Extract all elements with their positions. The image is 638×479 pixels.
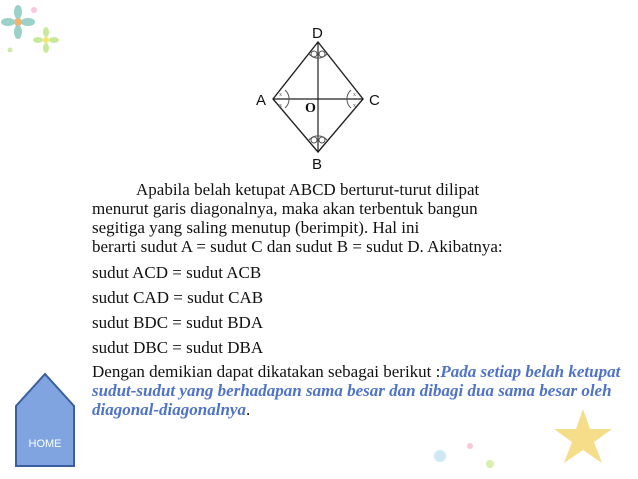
vertex-label-b: B	[312, 156, 323, 172]
intro-paragraph	[92, 180, 632, 256]
conclusion-period: .	[245, 400, 251, 419]
conclusion-intro: Dengan demikian dapat dikatakan sebagai berikut :	[92, 362, 441, 381]
statement-1: sudut ACD = sudut ACB	[92, 263, 262, 282]
angle-mark-c-top: x	[353, 92, 356, 98]
flower-decoration	[0, 0, 80, 80]
house-icon	[14, 372, 76, 468]
intro-line-2: menurut garis diagonalnya, maka akan terbentuk bangun	[92, 199, 478, 218]
statement-4: sudut DBC = sudut DBA	[92, 338, 264, 357]
intro-line-4: berarti sudut A = sudut C dan sudut B = sudut D. Akibatnya:	[92, 237, 503, 256]
vertex-label-c: C	[369, 92, 380, 109]
dots-decoration	[430, 436, 520, 476]
angle-mark-c-bottom: x	[353, 103, 356, 109]
intro-line-3: segitiga yang saling menutup (berimpit). Hal ini	[92, 218, 420, 237]
vertex-label-d: D	[312, 25, 323, 42]
statement-2: sudut CAD = sudut CAB	[92, 288, 264, 307]
angle-mark-a-bottom: x	[279, 103, 282, 109]
main-content	[92, 180, 632, 419]
center-label-o: O	[305, 101, 316, 116]
statement-3: sudut BDC = sudut BDA	[92, 313, 264, 332]
home-button-label: HOME	[28, 438, 62, 450]
conclusion-emphasis: Pada setiap belah ketupat sudut-sudut yang berhadapan sama besar dan dibagi dua sama besar oleh diagonal-diagonalnya	[92, 362, 621, 419]
conclusion-paragraph	[92, 362, 632, 419]
vertex-label-a: A	[256, 92, 267, 109]
angle-mark-a-top: x	[279, 92, 282, 98]
intro-line-1: Apabila belah ketupat ABCD berturut-turut dilipat	[136, 180, 480, 199]
home-button[interactable]	[14, 372, 76, 468]
rhombus-diagram	[245, 22, 395, 172]
